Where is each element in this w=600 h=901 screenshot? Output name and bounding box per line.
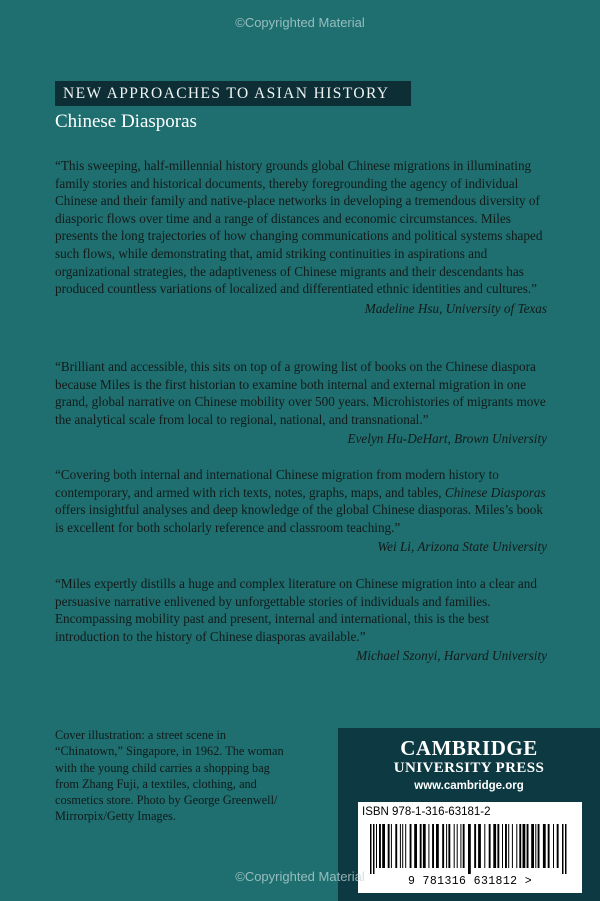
cover-illustration-note: Cover illustration: a street scene in “Chinatown,” Singapore, in 1962. The woman with the young child carries a shopping bag from Zhang Fuji, a textiles, clothing, and cosmetics store. Photo by George Greenwell/ Mirrorpix/Getty Images. bbox=[55, 728, 284, 824]
barcode-bar bbox=[391, 824, 392, 868]
barcode-bar bbox=[414, 824, 417, 868]
barcode-bar bbox=[463, 824, 465, 868]
barcode-icon bbox=[368, 824, 572, 874]
barcode-bar bbox=[454, 824, 455, 868]
publisher-subname: UNIVERSITY PRESS bbox=[393, 760, 545, 776]
barcode-bar bbox=[428, 824, 429, 868]
quote-text: “Miles expertly distills a huge and complex literature on Chinese migration into a clear and persuasive narrative enlivened by unforgettable stories of individuals and families. Encompassing mobility past and present, internal and international, this is the best introduction to the history of Chinese diasporas available.” bbox=[55, 576, 537, 644]
book-title: Chinese Diasporas bbox=[55, 111, 197, 132]
barcode-bar bbox=[531, 824, 534, 868]
quote-book-title: Chinese Diasporas bbox=[444, 484, 546, 500]
barcode-bar bbox=[420, 824, 422, 868]
barcode-bar bbox=[379, 824, 381, 868]
quote-attribution: Madeline Hsu, University of Texas bbox=[364, 300, 547, 316]
barcode-bar bbox=[373, 824, 375, 874]
quote-text bbox=[55, 466, 547, 536]
barcode-bar bbox=[493, 824, 496, 868]
barcode-bar bbox=[432, 824, 434, 868]
barcode-bar bbox=[512, 824, 513, 868]
barcode-bar bbox=[502, 824, 503, 868]
barcode-bar bbox=[538, 824, 540, 868]
barcode-bar bbox=[565, 824, 567, 874]
barcode-bar bbox=[553, 824, 554, 868]
barcode-bar bbox=[562, 824, 564, 874]
barcode-bar bbox=[557, 824, 559, 868]
barcode-bar bbox=[489, 824, 491, 868]
barcode-bar bbox=[395, 824, 397, 868]
barcode-bar bbox=[508, 824, 509, 868]
barcode-bar bbox=[448, 824, 450, 868]
barcode-bar bbox=[442, 824, 444, 868]
quote-attribution: Michael Szonyi, Harvard University bbox=[356, 648, 547, 664]
quote-text-part: “Covering both internal and international Chinese migration from modern history to contemporary, and armed with rich texts, notes, graphs, maps, and tables, bbox=[55, 467, 499, 500]
endorsement-quote bbox=[55, 466, 547, 556]
barcode-bar bbox=[523, 824, 526, 868]
series-title: NEW APPROACHES TO ASIAN HISTORY bbox=[55, 81, 411, 106]
barcode-bar bbox=[400, 824, 401, 868]
barcode-bar bbox=[484, 824, 485, 868]
barcode-bar bbox=[457, 824, 458, 868]
quote-text-part: offers insightful analyses and deep knowledge of the global Chinese diasporas. Miles’s book is excellent for both scholarly reference and classroom teaching.” bbox=[55, 502, 543, 535]
barcode-bar bbox=[410, 824, 412, 868]
publisher-url: www.cambridge.org bbox=[414, 780, 524, 792]
endorsement-quote bbox=[55, 575, 547, 665]
barcode-bar bbox=[543, 824, 546, 868]
barcode-bar bbox=[519, 824, 521, 868]
publisher-name: CAMBRIDGE bbox=[400, 736, 538, 760]
isbn-label: ISBN 978-1-316-63181-2 bbox=[362, 806, 491, 818]
barcode-bar bbox=[548, 824, 550, 868]
barcode-digits: 9 781316 631812 > bbox=[407, 875, 533, 888]
copyright-watermark-top: ©Copyrighted Material bbox=[235, 15, 365, 30]
barcode-bar bbox=[402, 824, 403, 868]
copyright-watermark-bottom: ©Copyrighted Material bbox=[235, 869, 365, 884]
barcode-bar bbox=[468, 824, 471, 874]
barcode-bar bbox=[376, 824, 377, 868]
endorsement-quote bbox=[55, 358, 547, 448]
barcode-bar bbox=[497, 824, 499, 868]
barcode-bar bbox=[460, 824, 461, 868]
barcode-bar bbox=[446, 824, 447, 868]
barcode-bar bbox=[388, 824, 390, 868]
endorsement-quote bbox=[55, 157, 547, 317]
barcode-bar bbox=[436, 824, 439, 868]
barcode-bar bbox=[535, 824, 536, 868]
barcode-bar bbox=[382, 824, 385, 868]
barcode-bar bbox=[478, 824, 481, 868]
barcode-bar bbox=[527, 824, 529, 868]
barcode-bar bbox=[474, 824, 476, 868]
barcode-bar bbox=[423, 824, 426, 868]
barcode-bar bbox=[370, 824, 372, 874]
quote-text: “Brilliant and accessible, this sits on top of a growing list of books on the Chinese diaspora because Miles is the first historian to examine both internal and external migration in one grand, global narrative on Chinese mobility over 500 years. Microhistories of migrants move the analytical scale from local to regional, national, and transnational.” bbox=[55, 359, 546, 427]
quote-attribution: Evelyn Hu-DeHart, Brown University bbox=[347, 431, 547, 447]
quote-attribution: Wei Li, Arizona State University bbox=[377, 539, 547, 555]
barcode-bar bbox=[505, 824, 507, 868]
barcode-bar bbox=[405, 824, 406, 868]
quote-text: “This sweeping, half-millennial history grounds global Chinese migrations in illuminating family stories and historical documents, thereby foregrounding the agency of individual Chinese and their family and native-place networks in developing a tremendous diversity of diasporic flows over time and a range of distances and economic circumstances. Miles presents the long trajectories of how changing communications and political systems shaped such flows, while demonstrating that, amid striking continuities in aspirations and organizational strategies, the adaptiveness of Chinese migrants and their descendants has produced countless variations of localized and differentiated ethnic identities and cultures.” bbox=[55, 158, 543, 297]
barcode-bar bbox=[516, 824, 517, 868]
